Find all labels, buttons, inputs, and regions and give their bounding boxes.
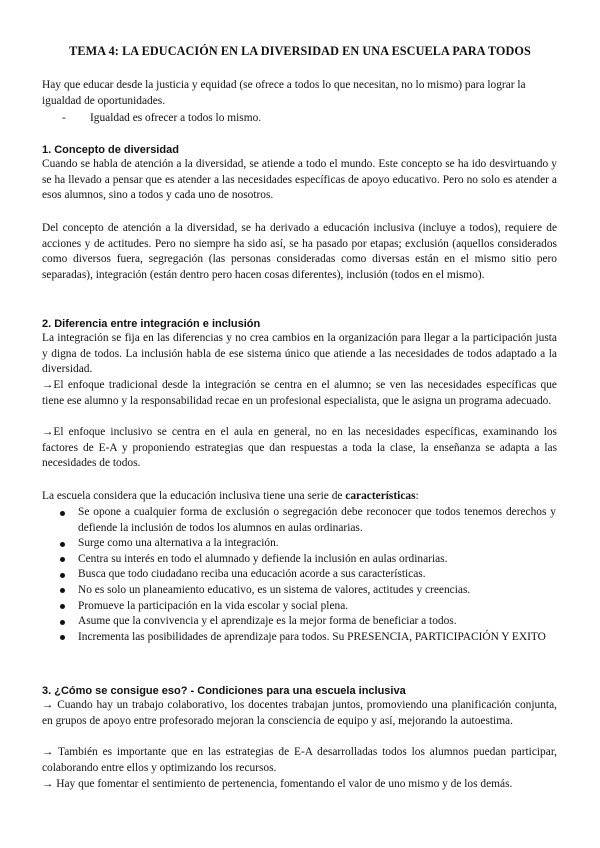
bullet-icon xyxy=(60,573,65,578)
dash-marker: - xyxy=(62,112,66,124)
section2-heading: 2. Diferencia entre integración e inclusión xyxy=(42,318,261,330)
section2-paragraph-2: →El enfoque tradicional desde la integración se centra en el alumno; se ven las necesidades específicas que tiene ese alumno y la responsabilidad recae en un profesional especialista, que le asigna un programa adecuado. xyxy=(42,379,557,407)
list-item-text: Se opone a cualquier forma de exclusión o segregación debe reconocer que todos tenemos derechos y defiende la inclusión de todos los alumnos en aulas ordinarias. xyxy=(78,506,556,534)
list-item xyxy=(58,599,556,615)
characteristics-list xyxy=(58,505,556,645)
list-item-text: Asume que la convivencia y el aprendizaje es la mejor forma de beneficiar a todos. xyxy=(78,615,457,628)
intro-dash-item xyxy=(62,111,552,127)
intro-paragraph: Hay que educar desde la justicia y equidad (se ofrece a todos lo que necesitan, no lo mismo) para lograr la igualdad de oportunidades. xyxy=(42,79,526,107)
list-item-text: No es solo un planeamiento educativo, es un sistema de valores, actitudes y creencias. xyxy=(78,583,471,596)
bullet-icon xyxy=(60,604,65,609)
list-item-text: Promueve la participación en la vida escolar y social plena. xyxy=(78,599,349,612)
section1-paragraph-2: Del concepto de atención a la diversidad, se ha derivado a educación inclusiva (incluye a todos), requiere de acciones y de actitudes. Pero no siempre ha sido así, se ha pasado por etapas; exclusión (aquellos considerados como diversos fuera, segregación (las personas consideradas como diversas están en el mismo sitio pero separadas), integración (están dentro pero hacen cosas diferentes), inclusión (todos en el mismo). xyxy=(42,222,557,281)
bullet-icon xyxy=(60,557,65,562)
bullet-icon xyxy=(60,635,65,640)
document-title: TEMA 4: LA EDUCACIÓN EN LA DIVERSIDAD EN UNA ESCUELA PARA TODOS xyxy=(69,44,531,58)
characteristics-colon: : xyxy=(415,490,419,502)
list-item xyxy=(58,630,556,646)
list-item xyxy=(58,536,556,552)
list-item xyxy=(58,583,556,599)
section3-paragraph-1: → Cuando hay un trabajo colaborativo, los docentes trabajan juntos, promoviendo una planificación conjunta, en grupos de apoyo entre profesorado mejoran la consciencia de equipo y así, mejorando la autoestima. xyxy=(42,699,557,727)
list-item-text: Surge como una alternativa a la integración. xyxy=(78,537,279,550)
bullet-icon xyxy=(60,511,65,516)
dash-item-text: Igualdad es ofrecer a todos lo mismo. xyxy=(90,112,262,124)
section1-paragraph-1: Cuando se habla de atención a la diversidad, se atiende a todo el mundo. Este concepto se ha ido desvirtuando y se ha llevado a pensar que es atender a las necesidades específicas de apoyo educativo. Pero no solo es atender a esos alumnos, sino a todos y cada uno de nosotros. xyxy=(42,158,557,202)
section3-paragraph-3: → Hay que fomentar el sentimiento de pertenencia, fomentando el valor de uno mismo y de los demás. xyxy=(42,778,513,790)
list-item xyxy=(58,552,556,568)
section2-paragraph-3: →El enfoque inclusivo se centra en el aula en general, no en las necesidades específicas, examinando los factores de E-A y proponiendo estrategias que dan respuestas a toda la clase, la enseñanza se adapta a las necesidades de todos. xyxy=(42,426,557,470)
list-item-text: Centra su interés en todo el alumnado y defiende la inclusión en aulas ordinarias. xyxy=(78,552,448,565)
section1-heading: 1. Concepto de diversidad xyxy=(42,144,179,156)
characteristics-intro xyxy=(42,489,557,505)
bullet-icon xyxy=(60,620,65,625)
list-item xyxy=(58,567,556,583)
characteristics-keyword: características xyxy=(345,490,416,502)
section2-paragraph-1: La integración se fija en las diferencias y no crea cambios en la organización para llegar a la participación justa y digna de todos. La inclusión habla de ese sistema único que atiende a las necesidades de todos adaptado a la diversidad. xyxy=(42,332,557,376)
section3-paragraph-2: → También es importante que en las estrategias de E-A desarrolladas todos los alumnos puedan participar, colaborando entre ellos y optimizando los recursos. xyxy=(42,746,557,774)
list-item-text: Busca que todo ciudadano reciba una educación acorde a sus características. xyxy=(78,568,426,581)
bullet-icon xyxy=(60,588,65,593)
list-item xyxy=(58,505,556,536)
list-item xyxy=(58,614,556,630)
characteristics-intro-text: La escuela considera que la educación inclusiva tiene una serie de xyxy=(42,490,346,502)
section3-heading: 3. ¿Cómo se consigue eso? - Condiciones para una escuela inclusiva xyxy=(42,685,406,697)
bullet-icon xyxy=(60,542,65,547)
list-item-text: Incrementa las posibilidades de aprendizaje para todos. Su PRESENCIA, PARTICIPACIÓN Y EXITO xyxy=(78,630,546,643)
